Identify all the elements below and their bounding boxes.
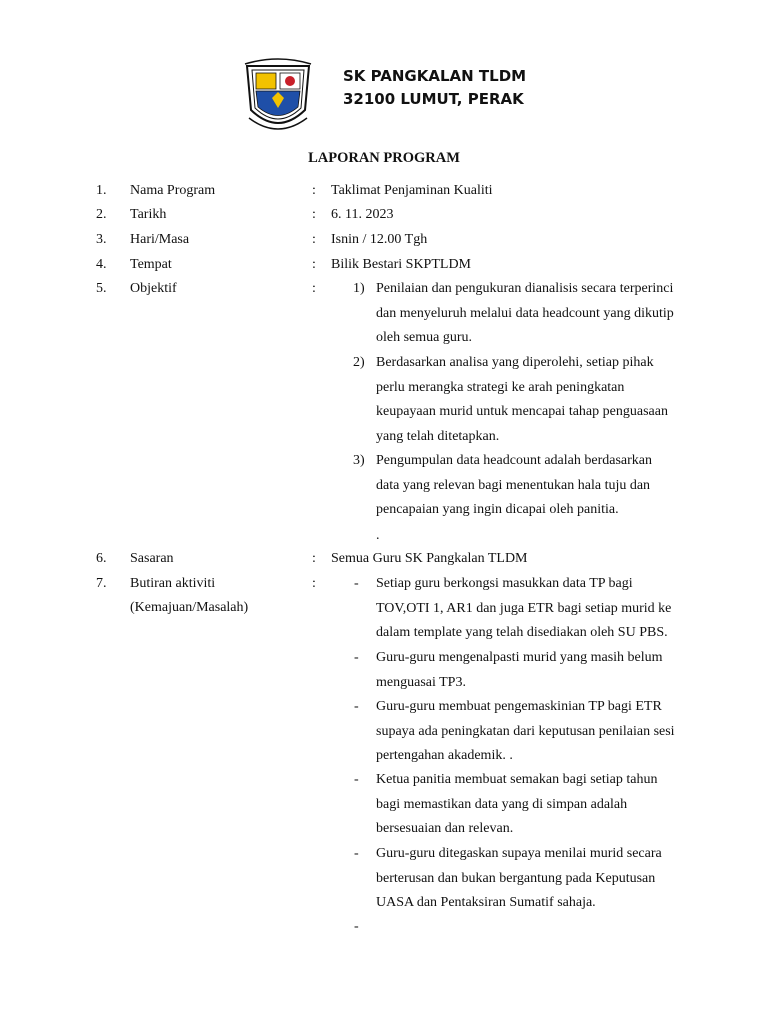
field-label: Sasaran [130,551,174,566]
field-value: Taklimat Penjaminan Kualiti [331,183,493,198]
field-value: Semua Guru SK Pangkalan TLDM [331,551,528,566]
field-label: Hari/Masa [130,232,190,247]
activity-bullet: - [354,650,359,665]
activity-text: Guru-guru membuat pengemaskinian TP bagi ETR supaya ada peningkatan dari keputusan penilaian sesi pertengahan akademik. . [376,699,675,764]
field-number: 5. [96,281,107,296]
activity-bullet: - [354,772,359,787]
objective-number: 3) [353,453,365,468]
field-label-secondary: (Kemajuan/Masalah) [130,600,249,615]
objective-text: Berdasarkan analisa yang diperolehi, setiap pihak perlu merangka strategi ke arah peningkatan keupayaan murid untuk mencapai tahap penguasaan yang telah ditetapkan. [376,355,668,444]
field-number: 3. [96,232,107,247]
objective-text: Penilaian dan pengukuran dianalisis secara terperinci dan menyeluruh melalui data headcount yang dikutip oleh semua guru. [376,281,674,346]
field-label: Tempat [130,257,172,272]
field-colon: : [312,207,316,222]
activity-text: Setiap guru berkongsi masukkan data TP bagi TOV,OTI 1, AR1 dan juga ETR bagi setiap murid ke dalam template yang telah disediakan oleh SU PBS. [376,576,672,641]
field-colon: : [312,281,316,296]
report-title: LAPORAN PROGRAM [308,150,460,166]
field-colon: : [312,551,316,566]
field-label: Objektif [130,281,177,296]
activity-bullet: - [354,699,359,714]
school-crest-icon [243,58,313,136]
field-number: 1. [96,183,107,198]
objective-number: 2) [353,355,365,370]
field-value: 6. 11. 2023 [331,207,394,222]
school-address: 32100 LUMUT, PERAK [343,90,524,108]
objective-text: Pengumpulan data headcount adalah berdasarkan data yang relevan bagi menentukan hala tuju dan pencapaian yang ingin dicapai oleh panitia. [376,453,653,518]
field-colon: : [312,183,316,198]
field-number: 2. [96,207,107,222]
field-label: Tarikh [130,207,167,222]
field-label: Butiran aktiviti [130,576,216,591]
field-colon: : [312,576,316,591]
activity-text: Ketua panitia membuat semakan bagi setiap tahun bagi memastikan data yang di simpan adalah bersesuaian dan relevan. [376,772,658,837]
activity-bullet: - [354,919,359,934]
field-label: Nama Program [130,183,216,198]
activity-bullet: - [354,846,359,861]
school-header [343,65,526,111]
school-name: SK PANGKALAN TLDM [343,67,527,85]
objective-trailing-mark: . [376,528,380,543]
field-number: 7. [96,576,107,591]
field-number: 4. [96,257,107,272]
field-number: 6. [96,551,107,566]
field-value: Bilik Bestari SKPTLDM [331,257,472,272]
field-colon: : [312,257,316,272]
field-colon: : [312,232,316,247]
activity-text: Guru-guru mengenalpasti murid yang masih belum menguasai TP3. [376,650,663,690]
activity-text: Guru-guru ditegaskan supaya menilai murid secara berterusan dan bukan bergantung pada Keputusan UASA dan Pentaksiran Sumatif sahaja. [376,846,662,911]
objective-number: 1) [353,281,365,296]
field-value: Isnin / 12.00 Tgh [331,232,428,247]
activity-bullet: - [354,576,359,591]
